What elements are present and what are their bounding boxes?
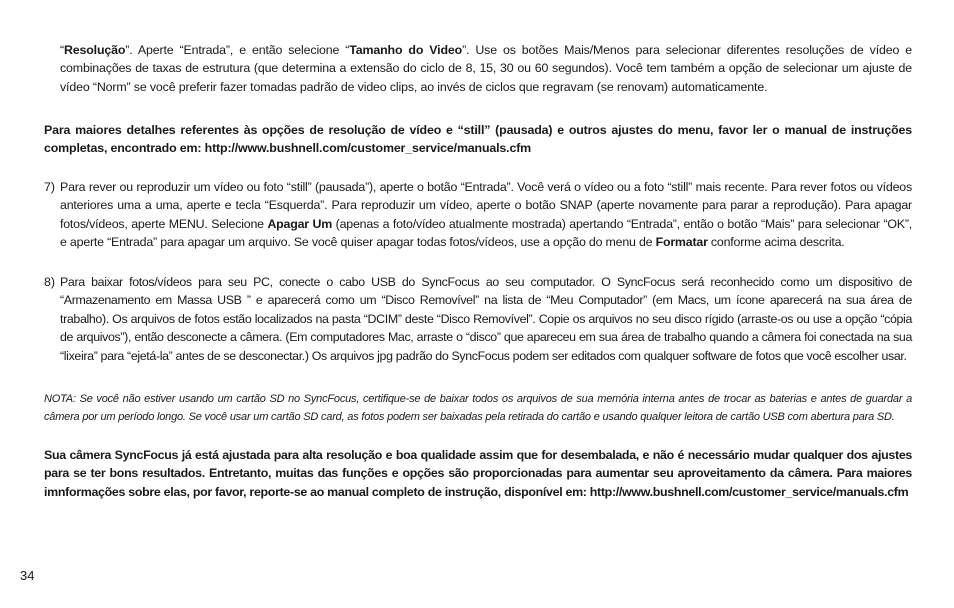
text-run: Para rever ou reproduzir um vídeo ou foto “still” (pausada”), aperte o botão “Entrada”. Você verá o vídeo ou a foto “still” mais recente. Para rever fotos ou vídeos anteriores uma a uma, aperte e tecla “Esquerda”. Para reproduzir um vídeo, aperte o botão SNAP (aperte novamente para parar a reprodução). Para apagar fotos/vídeos, aperte MENU. Selecione (60, 180, 912, 231)
text-run: conforme acima descrita. (707, 235, 845, 250)
paragraph-final: Sua câmera SyncFocus já está ajustada para alta resolução e boa qualidade assim que for desembalada, e não é necessário mudar qualquer dos ajustes para se ter bons resultados. Entretanto, muitas das funções e opções são proporcionadas para aumentar seu aproveitamento da câmera. Para maiores imnformações sobre elas, por favor, reporte-se ao manual completo de instrução, disponível em: http://www.bushnell.com/customer_service/manuals.cfm (44, 448, 912, 499)
paragraph-resolution (60, 41, 912, 96)
paragraph-step-8: Para baixar fotos/vídeos para seu PC, conecte o cabo USB do SyncFocus ao seu computador. O SyncFocus será reconhecido como um dispositivo de “Armazenamento em Massa USB ” e aparecerá como um “Disco Removível” na lista de “Meu Computador” (em Macs, um ícone aparecerá na sua área de trabalho). Os arquivos de fotos estão localizados na pasta “DCIM” deste “Disco Removível”. Copie os arquivos no seu disco rígido (arraste-os ou use a opção “cópia de arquivos”), então desconecte a câmera. (Em computadores Mac, arraste o “disco” que apareceu em sua área de trabalho quando a câmera foi conectada na sua “lixeira” para “ejetá-la” antes de se desconectar.) Os arquivos jpg padrão do SyncFocus podem ser editados com qualquer software de fotos que você escolher usar. (60, 275, 912, 363)
step-number-7: 7) (44, 180, 56, 194)
text-run: ”. Aperte “Entrada”, e então selecione “ (125, 43, 350, 57)
step-number-8: 8) (44, 275, 56, 289)
term-apagar-um: Apagar Um (267, 216, 333, 231)
text-run: “ (60, 43, 64, 57)
text-run: (apenas a foto/vídeo atualmente mostrada) apertando “Entrada”, então o botão “Mais” para selecionar “OK”, e aperte “Entrada” para apagar um arquivo. Se você quiser apagar todas fotos/vídeos, use a opção do menu de (60, 216, 912, 250)
term-formatar: Formatar (655, 235, 708, 250)
term-tamanho-do-video: Tamanho do Video (349, 43, 463, 57)
paragraph-step-7 (60, 178, 912, 252)
paragraph-more-details: Para maiores detalhes referentes às opções de resolução de vídeo e “still” (pausada) e outros ajustes do menu, favor ler o manual de instruções completas, encontrado em: http://www.bushnell.com/customer_service/manuals.cfm (44, 123, 912, 156)
page-number: 34 (20, 568, 35, 583)
note-paragraph: NOTA: Se você não estiver usando um cartão SD no SyncFocus, certifique-se de baixar todos os arquivos de sua memória interna antes de trocar as baterias e antes de guardar a câmera por um período longo. Se você usar um cartão SD card, as fotos podem ser baixadas pela retirada do cartão e usando qualquer leitora de cartão USB com abertura para SD. (44, 393, 912, 423)
text-run: ”. Use os botões Mais/Menos para selecionar diferentes resoluções de vídeo e combinações de taxas de estrutura (que determina a extensão do ciclo de 8, 15, 30 ou 60 segundos). Você tem também a opção de selecionar um ajuste de vídeo “Norm” se você preferir fazer tomadas padrão de video clips, ao invés de ciclos que regravam (se renovam) automaticamente. (60, 43, 912, 94)
term-resolucao: Resolução (63, 43, 126, 57)
